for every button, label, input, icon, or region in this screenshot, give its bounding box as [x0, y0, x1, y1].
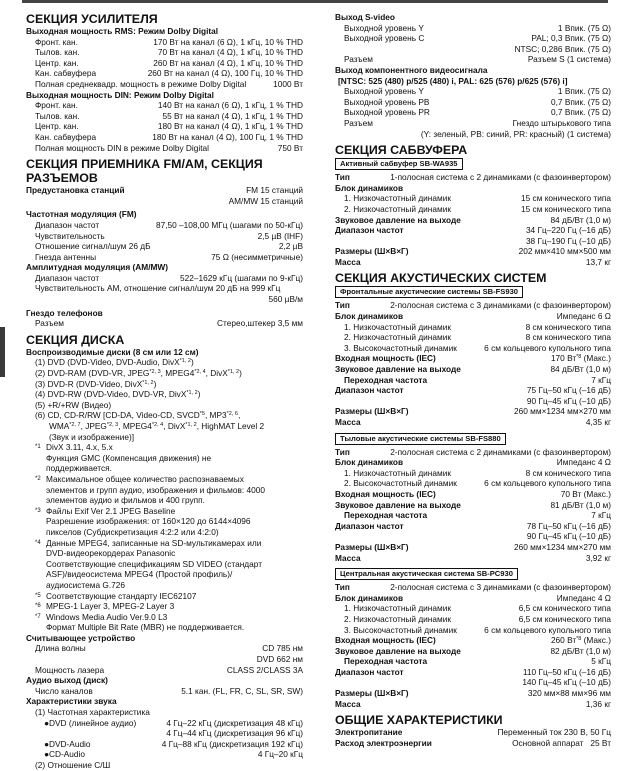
component-row-label: Выходной уровень Y	[344, 86, 424, 97]
sub-model-box: Активный сабвуфер SB-WA935	[335, 158, 463, 170]
speaker-front-type-row	[335, 300, 611, 311]
component-row-value: 0,7 Впик. (75 Ω)	[550, 96, 611, 107]
din-row-value: 180 Вт на канал (4 Ω), 100 Гц, 1 % THD	[152, 131, 303, 142]
sub-unit-row-value: 15 см конического типа	[521, 193, 611, 204]
sub-unit-row	[335, 193, 611, 204]
din-total-value: 750 Вт	[277, 142, 303, 153]
speaker-center-driver-label: 2. Низкочастотный динамик	[344, 613, 451, 624]
speaker-center-dims-row	[335, 688, 611, 699]
din-row	[26, 121, 303, 132]
fm-heading: Частотная модуляция (FM)	[26, 209, 137, 220]
svideo-row-label: Выходной уровень Y	[344, 22, 424, 33]
footnote-line: аудиосистема G.726	[46, 579, 125, 590]
playable-disc-item: (Звук и изображение)]	[49, 431, 135, 442]
sub-mass-value: 13,7 кг	[585, 256, 611, 267]
speaker-rear-power-row	[335, 489, 611, 500]
sub-dims-label: Размеры (Ш×В×Г)	[335, 246, 409, 257]
speaker-rear-mass-value: 3,92 кг	[585, 552, 611, 563]
footnote-line: MPEG-1 Layer 3, MPEG-2 Layer 3	[46, 601, 175, 612]
sub-type-row	[335, 172, 611, 183]
speaker-center-driver-value: 6,5 см конического типа	[518, 613, 611, 624]
speaker-center-type-value: 2-полосная система с 3 динамиками (с фазоинвертором)	[390, 582, 611, 593]
speaker-center-power-label: Входная мощность (IEC)	[335, 635, 436, 646]
am-range	[26, 273, 303, 284]
right-column	[335, 12, 611, 748]
footnote-line: поддерживается.	[46, 463, 112, 474]
sub-dims-row	[335, 246, 611, 257]
phones-value: Стерео,штекер 3,5 мм	[217, 318, 303, 329]
speaker-center-unit-label: Блок динамиков	[335, 592, 404, 603]
speaker-front-xover-label: Переходная частота	[344, 374, 428, 385]
rms-row-value: 260 Вт на канал (4 Ω), 1 кГц, 10 % THD	[153, 57, 303, 68]
speaker-front-power-row	[335, 353, 611, 364]
speaker-rear-mass-row	[335, 553, 611, 564]
fm-row-label: Диапазон частот	[35, 219, 100, 230]
left-column	[26, 12, 303, 771]
speaker-center-range-label: Диапазон частот	[335, 666, 404, 677]
speaker-rear-range-row	[335, 521, 611, 532]
speaker-front-range-value: 75 Гц–50 кГц (–16 дБ)	[526, 385, 611, 396]
speaker-rear-driver-label: 1. Низкочастотный динамик	[344, 467, 451, 478]
speaker-center-spl-value: 82 дБ/Вт (1,0 м)	[550, 645, 611, 656]
speaker-center-spl-label: Звуковое давление на выходе	[335, 645, 461, 656]
tuner-title: СЕКЦИЯ ПРИЕМНИКА FM/AM, СЕКЦИЯ РАЗЪЕМОВ	[26, 157, 263, 186]
footnote-line: элементов и групп аудио, изображения и фильмов: 4000	[46, 484, 265, 495]
speaker-center-driver-label: 1. Низкочастотный динамик	[344, 603, 451, 614]
freq-row-value: 4 Гц–20 кГц	[257, 749, 303, 760]
sub-dims-value: 202 мм×410 мм×500 мм	[518, 246, 611, 257]
component-row	[335, 118, 611, 129]
preset-fm: FM 15 станций	[246, 185, 303, 196]
preset-label: Предустановка станций	[26, 185, 125, 196]
speaker-center-mass-label: Масса	[335, 698, 361, 709]
sub-spl-row	[335, 215, 611, 226]
din-row	[26, 132, 303, 143]
speaker-rear-driver-value: 6 см кольцевого купольного типа	[484, 478, 611, 489]
playable-disc-item: (1) DVD (DVD-Video, DVD-Audio, DivX$^{*1, 2}$)	[35, 357, 194, 368]
fm-row-value: 2,5 µВ (IHF)	[257, 230, 303, 241]
speaker-center-type-label: Тип	[335, 582, 350, 593]
speaker-front-mass-label: Масса	[335, 417, 361, 427]
freq-row	[26, 728, 303, 739]
din-row-label: Кан. сабвуфера	[35, 131, 97, 142]
wavelength-row	[26, 643, 303, 654]
freq-row-value: 4 Гц–22 кГц (дискретизация 48 кГц)	[166, 717, 303, 728]
speaker-rear-section	[335, 432, 611, 564]
rms-row	[26, 68, 303, 79]
svideo-row-label: Разъем	[344, 54, 373, 65]
rms-row-label: Фронт. кан.	[35, 36, 78, 47]
top-rule	[22, 0, 608, 3]
sub-unit-row-value: 15 см конического типа	[521, 203, 611, 214]
am-sens-value: 560 µВ/м	[268, 294, 303, 305]
speaker-rear-range-value-2: 90 Гц–45 кГц (–10 дБ)	[526, 531, 611, 542]
disc-title: СЕКЦИЯ ДИСКА	[26, 332, 125, 347]
sub-title: СЕКЦИЯ САБВУФЕРА	[335, 143, 468, 158]
rms-heading: Выходная мощность RMS: Режим Dolby Digital	[26, 26, 219, 36]
speaker-center-driver-value: 6,5 см конического типа	[518, 603, 611, 614]
din-row	[26, 100, 303, 111]
fm-row-label: Гнезда антенны	[35, 251, 97, 262]
speaker-rear-power-value: 70 Вт (Макс.)	[560, 488, 611, 499]
sub-unit-row-label: 2. Низкочастотный динамик	[344, 203, 451, 214]
speaker-center-range-value: 110 Гц–50 кГц (–16 дБ)	[522, 666, 611, 677]
component-row-label: Выходной уровень PB	[344, 96, 430, 107]
speaker-center-driver-label: 3. Высокочастотный динамик	[344, 624, 457, 635]
speaker-rear-dims-value: 260 мм×1234 мм×270 мм	[514, 541, 611, 552]
speaker-rear-range-label: Диапазон частот	[335, 520, 404, 531]
general-title: ОБЩИЕ ХАРАКТЕРИСТИКИ	[335, 713, 503, 728]
component-sub: [NTSC: 525 (480) p/525 (480) i, PAL: 625 (576) p/625 (576) i]	[338, 75, 568, 86]
speaker-front-spl-label: Звуковое давление на выходе	[335, 364, 461, 375]
speaker-center-power-value: 260 $Вт^{*8}$ (Макс.)	[550, 635, 611, 646]
speaker-front-driver-label: 2. Низкочастотный динамик	[344, 332, 451, 343]
speaker-center-xover-label: Переходная частота	[344, 656, 428, 667]
speaker-rear-range-value: 78 Гц–50 кГц (–16 дБ)	[526, 520, 611, 531]
speaker-front-mass-row	[335, 417, 611, 428]
sub-mass-label: Масса	[335, 256, 361, 267]
footnote-mark: *5	[35, 592, 41, 599]
sub-range-row	[335, 225, 611, 236]
footnote	[26, 538, 303, 591]
general-power-value: Переменный ток 230 В, 50 Гц	[497, 727, 611, 738]
speaker-rear-spl-label: Звуковое давление на выходе	[335, 499, 461, 510]
preset-am: AM/MW 15 станций	[228, 195, 303, 206]
fm-row	[26, 252, 303, 263]
speaker-rear-dims-row	[335, 542, 611, 553]
footnote-line: Соответствующие спецификациям SD VIDEO (стандарт	[46, 558, 262, 569]
speaker-front-power-label: Входная мощность (IEC)	[335, 353, 436, 364]
amp-title: СЕКЦИЯ УСИЛИТЕЛЯ	[26, 12, 158, 26]
freq-row-value: 4 Гц–44 кГц (дискретизация 96 кГц)	[166, 728, 303, 739]
speaker-front-spl-value: 84 дБ/Вт (1,0 м)	[550, 364, 611, 375]
footnote-line: Windows Media Audio Ver.9.0 L3	[46, 611, 168, 622]
svideo-row	[335, 23, 611, 34]
speaker-front-unit-row	[335, 311, 611, 322]
component-row-label: Разъем	[344, 117, 373, 128]
am-range-value: 522–1629 кГц (шагами по 9-кГц)	[180, 272, 303, 283]
footnote	[26, 506, 303, 538]
rms-total-label: Полная среднеквадр. мощность в режиме Dolby Digital	[35, 78, 247, 89]
rms-row-label: Тылов. кан.	[35, 47, 80, 58]
footnote-mark: *4	[35, 539, 41, 546]
fm-row-label: Чувствительность	[35, 230, 105, 241]
speaker-front-type-value: 2-полосная система с 3 динамиками (с фазоинвертором)	[390, 300, 611, 311]
footnote-line: DivX 3.11, 4.x, 5.x	[46, 442, 113, 453]
freq-row	[26, 749, 303, 760]
speaker-front-xover-row	[335, 375, 611, 386]
playable-disc-item: (5) +R/+RW (Видео)	[35, 399, 112, 410]
svideo-row-value: 1 Впик. (75 Ω)	[557, 22, 611, 33]
footnote-line: Соответствующие стандарту IEC62107	[46, 590, 197, 601]
speaker-front-driver-row	[335, 343, 611, 354]
speaker-rear-model-box: Тыловые акустические системы SB-FS880	[335, 433, 506, 445]
general-consumption-row	[335, 738, 611, 749]
din-row-value: 180 Вт на канал (4 Ω), 1 кГц, 1 % THD	[157, 121, 303, 132]
general-power-label: Электропитание	[335, 727, 403, 738]
speaker-front-spl-row	[335, 364, 611, 375]
freq-row	[26, 739, 303, 750]
din-row-label: Фронт. кан.	[35, 100, 78, 111]
speaker-rear-power-label: Входная мощность (IEC)	[335, 488, 436, 499]
speaker-rear-type-label: Тип	[335, 446, 350, 457]
speaker-rear-driver-row	[335, 478, 611, 489]
speaker-center-driver-row	[335, 614, 611, 625]
speaker-rear-driver-label: 2. Высокочастотный динамик	[344, 478, 457, 489]
footnote-line: Файлы Exif Ver 2.1 JPEG Baseline	[46, 505, 176, 516]
din-row-value: 140 Вт на канал (6 Ω), 1 кГц, 1 % THD	[157, 100, 303, 111]
svideo-row-value: Разъем S (1 система)	[527, 54, 611, 65]
speaker-rear-mass-label: Масса	[335, 552, 361, 563]
din-total	[26, 143, 303, 154]
freq-row-label: ●CD-Audio	[44, 749, 85, 760]
footnote-mark: *6	[35, 603, 41, 610]
speaker-center-xover-value: 5 кГц	[591, 656, 611, 667]
speaker-center-mass-row	[335, 699, 611, 710]
snr-label: (2) Отношение С/Ш	[35, 760, 111, 770]
speaker-rear-xover-label: Переходная частота	[344, 510, 428, 521]
speaker-center-power-row	[335, 635, 611, 646]
playable-disc-item: (6) CD, CD-R/RW [CD-DA, Video-CD, SVCD$^{*5}$, MP3$^{*2, 6}$,	[35, 410, 241, 421]
rms-row	[26, 37, 303, 48]
component-row	[335, 97, 611, 108]
footnote-mark: *7	[35, 613, 41, 620]
freq-resp-label: (1) Частотная характеристика	[35, 707, 150, 718]
din-total-label: Полная мощность DIN в режиме Dolby Digital	[35, 142, 209, 153]
speaker-front-driver-label: 1. Низкочастотный динамик	[344, 321, 451, 332]
sub-unit-row-label: 1. Низкочастотный динамик	[344, 193, 451, 204]
channels-value: 5.1 кан. (FL, FR, C, SL, SR, SW)	[181, 685, 303, 696]
footnote-line: пикселов (Субдискретизация 4:2:2 или 4:2:0)	[46, 526, 219, 537]
din-heading: Выходная мощность DIN: Режим Dolby Digital	[26, 89, 214, 100]
rms-row-label: Кан. сабвуфера	[35, 68, 97, 79]
speaker-rear-type-row	[335, 447, 611, 458]
fm-row-label: Отношение сигнал/шум 26 дБ	[35, 241, 151, 252]
wavelength-dvd: DVD 662 нм	[256, 654, 303, 665]
laser-label: Мощность лазера	[35, 664, 105, 675]
speaker-rear-unit-label: Блок динамиков	[335, 457, 404, 468]
component-colors: (Y: зеленый, PB: синий, PR: красный) (1 система)	[420, 128, 611, 139]
speaker-front-unit-label: Блок динамиков	[335, 311, 404, 322]
freq-row	[26, 718, 303, 729]
sub-type-value: 1-полосная система с 2 динамиками (с фазоинвертором)	[390, 172, 611, 183]
footnote-line: Формат Multiple Bit Rate (MBR) не поддерживается.	[46, 622, 245, 633]
svideo-row-value: NTSC; 0,286 Впик. (75 Ω)	[514, 43, 611, 54]
freq-row-label: ●DVD (линейное аудио)	[44, 717, 137, 728]
speaker-front-section	[335, 285, 611, 427]
wavelength-cd: CD 785 нм	[262, 643, 303, 654]
playable-disc-item: (3) DVD-R (DVD-Video, DivX$^{*1, 2}$)	[35, 378, 157, 389]
am-sens-label: Чувствительность AM, отношение сигнал/шум 20 дБ на 999 кГц	[35, 283, 281, 294]
laser-row	[26, 665, 303, 676]
fm-row-value: 87,50 –108,00 МГц (шагами по 50-кГц)	[155, 219, 303, 230]
speaker-center-range-row	[335, 667, 611, 678]
footnote-line: Данные MPEG4, записанные на SD-мультикамерах или	[46, 537, 262, 548]
svideo-row-value: PAL; 0,3 Впик. (75 Ω)	[531, 33, 611, 44]
footnote	[26, 474, 303, 506]
speaker-center-dims-value: 320 мм×88 мм×96 мм	[527, 688, 611, 699]
speaker-front-range-value-2: 90 Гц–45 кГц (–10 дБ)	[526, 395, 611, 406]
speaker-rear-unit-value: Импеданс 4 Ω	[556, 457, 611, 468]
component-row	[335, 107, 611, 118]
footnote-line: Функция GMC (Компенсация движения) не	[46, 452, 212, 463]
footnote-line: DVD-видеорекордерах Panasonic	[46, 548, 176, 559]
speaker-rear-xover-row	[335, 510, 611, 521]
rms-row-value: 170 Вт на канал (6 Ω), 1 кГц, 10 % THD	[153, 36, 303, 47]
rms-row	[26, 58, 303, 69]
footnote-line: Максимальное общее количество распознаваемых	[46, 473, 244, 484]
speaker-front-dims-label: Размеры (Ш×В×Г)	[335, 406, 409, 417]
footnote-mark: *3	[35, 507, 41, 514]
speaker-center-spl-row	[335, 646, 611, 657]
component-row-value: 1 Впик. (75 Ω)	[557, 86, 611, 97]
laser-value: CLASS 2/CLASS 3A	[226, 664, 303, 675]
speaker-front-driver-value: 8 см конического типа	[525, 332, 611, 343]
footnote	[26, 612, 303, 633]
phones-heading: Гнездо телефонов	[26, 307, 103, 318]
speaker-front-driver-row	[335, 322, 611, 333]
rms-total-value: 1000 Вт	[273, 78, 303, 89]
component-row-value: 0,7 Впик. (75 Ω)	[550, 107, 611, 118]
phones-label: Разъем	[35, 318, 64, 329]
fm-row-value: 2,2 µВ	[278, 241, 303, 252]
footnote-line: ASF)/видеосистема MPEG4 (Простой профиль)/	[46, 569, 233, 580]
speaker-center-driver-value: 6 см кольцевого купольного типа	[484, 624, 611, 635]
speaker-front-xover-value: 7 кГц	[591, 374, 611, 385]
speaker-center-driver-row	[335, 603, 611, 614]
speaker-rear-driver-value: 8 см конического типа	[525, 467, 611, 478]
speaker-front-driver-row	[335, 332, 611, 343]
sub-type-label: Тип	[335, 172, 350, 183]
footnote-mark: *2	[35, 475, 41, 482]
speaker-center-range-value-2: 140 Гц–45 кГц (–10 дБ)	[522, 677, 611, 688]
fm-row	[26, 241, 303, 252]
speakers-title: СЕКЦИЯ АКУСТИЧЕСКИХ СИСТЕМ	[335, 271, 547, 286]
speaker-front-dims-value: 260 мм×1234 мм×270 мм	[514, 406, 611, 417]
freq-row-value: 4 Гц–88 кГц (дискретизация 192 кГц)	[161, 738, 303, 749]
playable-disc-item: WMA$^{*2, 7}$, JPEG$^{*2, 3}$, MPEG4$^{*2, 4}$, DivX$^{*1, 2}$, HighMAT Level 2	[49, 421, 265, 431]
sub-range-value-2: 38 Гц–190 Гц (–10 дБ)	[525, 235, 611, 246]
speaker-rear-spl-row	[335, 500, 611, 511]
svideo-row-label: Выходной уровень C	[344, 33, 425, 44]
speaker-center-dims-label: Размеры (Ш×В×Г)	[335, 688, 409, 699]
phones-row	[26, 318, 303, 329]
svideo-row	[335, 54, 611, 65]
speaker-center-driver-row	[335, 625, 611, 636]
speaker-front-driver-value: 8 см конического типа	[525, 321, 611, 332]
speaker-front-driver-value: 6 см кольцевого купольного типа	[484, 342, 611, 353]
sound-heading: Характеристики звука	[26, 696, 117, 707]
speaker-front-unit-value: Импеданс 6 Ω	[556, 311, 611, 322]
sub-unit-heading: Блок динамиков	[335, 182, 404, 193]
fm-row-value: 75 Ω (несимметричные)	[211, 251, 303, 262]
general-consumption-value: Основной аппарат 25 Вт	[512, 737, 611, 748]
playable-disc-item: (2) DVD-RAM (DVD-VR, JPEG$^{*2, 3}$, MPEG4$^{*2, 4}$, DivX$^{*1, 2}$)	[35, 368, 242, 379]
speaker-center-mass-value: 1,36 кг	[585, 698, 611, 709]
freq-row-label: ●DVD-Audio	[44, 738, 91, 749]
speaker-front-power-value: 170 $Вт^{*8}$ (Макс.)	[550, 353, 611, 364]
footnote	[26, 442, 303, 474]
speaker-rear-driver-row	[335, 468, 611, 479]
footnote	[26, 601, 303, 612]
rms-row-value: 70 Вт на канал (4 Ω), 1 кГц, 10 % THD	[157, 47, 303, 58]
playable-disc-item: (4) DVD-RW (DVD-Video, DVD-VR, DivX$^{*1, 2}$)	[35, 389, 201, 400]
speaker-front-driver-label: 3. Высокочастотный динамик	[344, 342, 457, 353]
sub-spl-value: 84 дБ/Вт (1,0 м)	[550, 214, 611, 225]
page-edge-tab	[0, 327, 5, 377]
playable-heading: Воспроизводимые диски (8 см или 12 см)	[26, 346, 199, 357]
channels-label: Число каналов	[35, 685, 93, 696]
svideo-heading: Выход S-video	[335, 12, 395, 22]
speaker-front-range-row	[335, 385, 611, 396]
rms-row-label: Центр. кан.	[35, 57, 79, 68]
speaker-front-range-label: Диапазон частот	[335, 385, 404, 396]
footnote-mark: *1	[35, 444, 41, 451]
speaker-center-section	[335, 567, 611, 709]
component-heading: Выход компонентного видеосигнала	[335, 64, 488, 75]
component-row-label: Выходной уровень PR	[344, 107, 430, 118]
sub-range-value-1: 34 Гц–220 Гц (–16 дБ)	[525, 225, 611, 236]
preset-row	[26, 185, 303, 196]
pickup-heading: Считывающее устройство	[26, 632, 136, 643]
rms-row-value: 260 Вт на канал (4 Ω), 100 Гц, 10 % THD	[147, 68, 303, 79]
am-range-label: Диапазон частот	[35, 272, 100, 283]
speaker-rear-spl-value: 81 дБ/Вт (1,0 м)	[550, 499, 611, 510]
speaker-front-dims-row	[335, 406, 611, 417]
speaker-rear-dims-label: Размеры (Ш×В×Г)	[335, 541, 409, 552]
component-row-value: Гнездо штырькового типа	[512, 117, 611, 128]
sub-mass-row	[335, 257, 611, 268]
din-row-label: Центр. кан.	[35, 121, 79, 132]
speaker-center-xover-row	[335, 656, 611, 667]
speaker-front-type-label: Тип	[335, 300, 350, 311]
am-heading: Амплитудная модуляция (AM/MW)	[26, 262, 169, 273]
sub-unit-row	[335, 204, 611, 215]
rms-total	[26, 79, 303, 90]
speaker-center-type-row	[335, 582, 611, 593]
wavelength-label: Длина волны	[35, 643, 86, 654]
speaker-front-mass-value: 4,35 кг	[585, 417, 611, 427]
channels-row	[26, 686, 303, 697]
din-row	[26, 111, 303, 122]
din-row-value: 55 Вт на канал (4 Ω), 1 кГц, 1 % THD	[162, 110, 303, 121]
footnote-line: элементов аудио и фильмов и 400 групп.	[46, 495, 205, 506]
sub-spl-label: Звуковое давление на выходе	[335, 214, 461, 225]
audio-out-heading: Аудио выход (диск)	[26, 675, 108, 686]
component-row	[335, 86, 611, 97]
speaker-rear-unit-row	[335, 457, 611, 468]
speaker-rear-xover-value: 7 кГц	[591, 510, 611, 521]
svideo-row	[335, 44, 611, 55]
rms-row	[26, 47, 303, 58]
footnote	[26, 591, 303, 602]
din-row-label: Тылов. кан.	[35, 110, 80, 121]
fm-row	[26, 220, 303, 231]
speaker-center-unit-value: Импеданс 4 Ω	[556, 592, 611, 603]
speaker-center-model-box: Центральная акустическая система SB-PC930	[335, 568, 518, 580]
fm-row	[26, 231, 303, 242]
sub-range-label: Диапазон частот	[335, 225, 404, 236]
speaker-rear-type-value: 2-полосная система с 2 динамиками (с фазоинвертором)	[390, 446, 611, 457]
speaker-front-model-box: Фронтальные акустические системы SB-FS930	[335, 286, 523, 298]
general-consumption-label: Расход электроэнергии	[335, 737, 432, 748]
svideo-row	[335, 33, 611, 44]
speaker-center-unit-row	[335, 593, 611, 604]
footnote-line: Разрешение изображения: от 160×120 до 6144×4096	[46, 516, 251, 527]
